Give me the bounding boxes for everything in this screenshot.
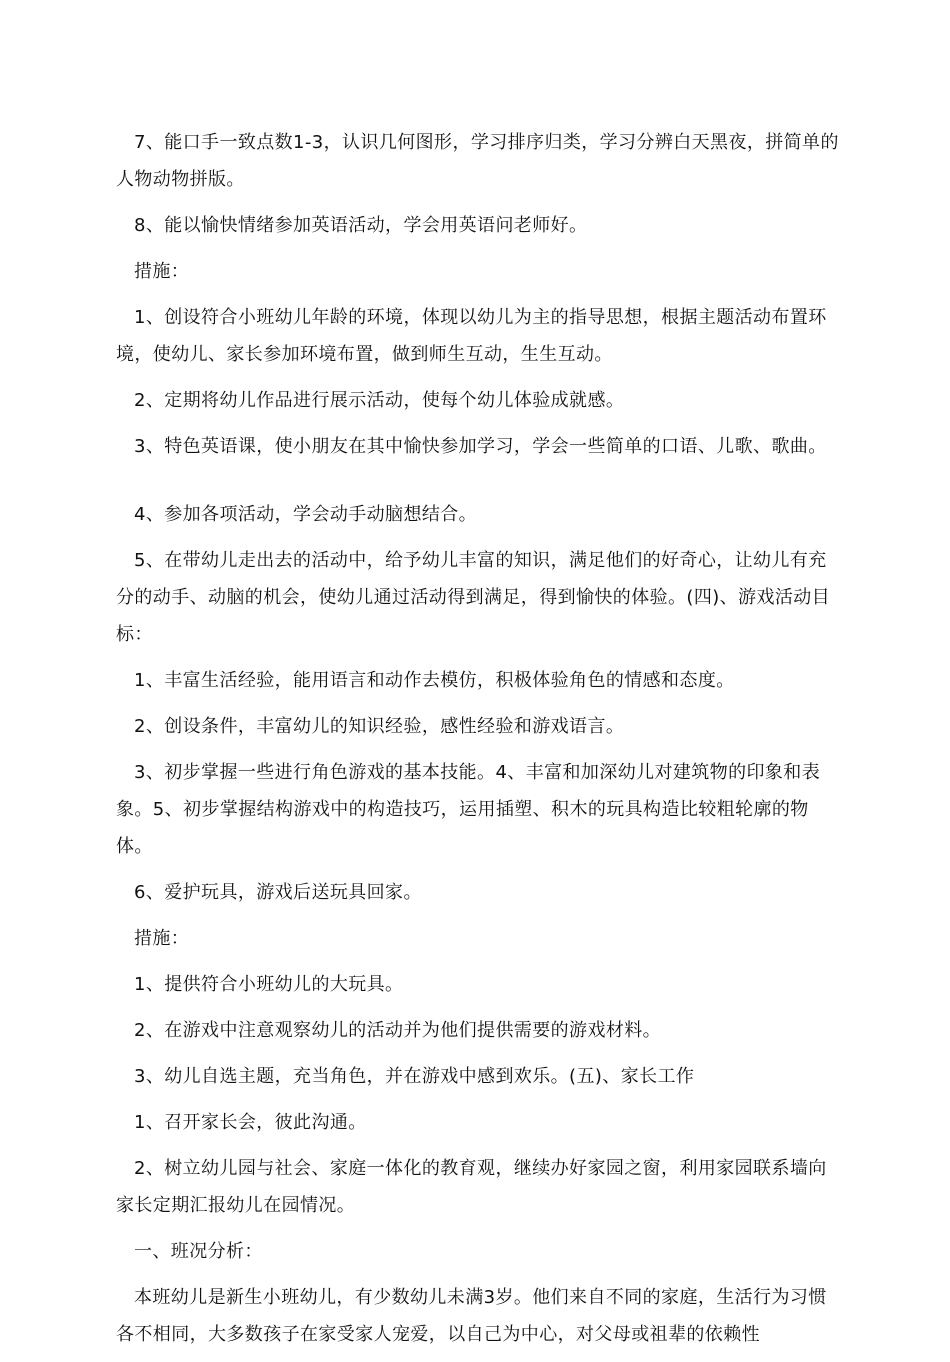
paragraph-class-analysis-body: 本班幼儿是新生小班幼儿，有少数幼儿未满3岁。他们来自不同的家庭，生活行为习惯各不相同，大多数孩子在家受家人宠爱，以自己为中心，对父母或祖辈的依赖性 <box>116 1287 827 1345</box>
paragraph-game-measures-heading: 措施： <box>134 928 190 949</box>
paragraph-game-goal-6: 6、爱护玩具，游戏后送玩具回家。 <box>134 882 422 903</box>
paragraph-game-goal-2: 2、创设条件，丰富幼儿的知识经验，感性经验和游戏语言。 <box>134 716 625 737</box>
paragraph-measure-3: 3、特色英语课，使小朋友在其中愉快参加学习，学会一些简单的口语、儿歌、歌曲。 <box>134 436 827 457</box>
paragraph-parent-work-1: 1、召开家长会，彼此沟通。 <box>134 1112 367 1133</box>
paragraph-measures-heading: 措施： <box>134 261 190 282</box>
paragraph-game-measure-2: 2、在游戏中注意观察幼儿的活动并为他们提供需要的游戏材料。 <box>134 1020 662 1041</box>
paragraph-game-goal-3: 3、初步掌握一些进行角色游戏的基本技能。4、丰富和加深幼儿对建筑物的印象和表象。5、初步掌握结构游戏中的构造技巧，运用插塑、积木的玩具构造比较粗轮廓的物体。 <box>116 762 821 857</box>
document-page <box>116 124 842 1362</box>
paragraph-goal-8: 8、能以愉快情绪参加英语活动，学会用英语问老师好。 <box>134 215 588 236</box>
paragraph-parent-work-2: 2、树立幼儿园与社会、家庭一体化的教育观，继续办好家园之窗，利用家园联系墙向家长定期汇报幼儿在园情况。 <box>116 1158 827 1216</box>
paragraph-measure-1: 1、创设符合小班幼儿年龄的环境，体现以幼儿为主的指导思想，根据主题活动布置环境，使幼儿、家长参加环境布置，做到师生互动，生生互动。 <box>116 307 827 365</box>
paragraph-class-analysis-heading: 一、班况分析： <box>134 1241 263 1262</box>
paragraph-game-measure-1: 1、提供符合小班幼儿的大玩具。 <box>134 974 404 995</box>
paragraph-goal-7: 7、能口手一致点数1-3，认识几何图形，学习排序归类，学习分辨白天黑夜，拼简单的人物动物拼版。 <box>116 132 839 190</box>
paragraph-measure-5: 5、在带幼儿走出去的活动中，给予幼儿丰富的知识，满足他们的好奇心，让幼儿有充分的动手、动脑的机会，使幼儿通过活动得到满足，得到愉快的体验。(四)、游戏活动目标： <box>116 550 831 645</box>
paragraph-game-measure-3: 3、幼儿自选主题，充当角色，并在游戏中感到欢乐。(五)、家长工作 <box>134 1066 695 1087</box>
paragraph-gap <box>116 474 842 496</box>
paragraph-game-goal-1: 1、丰富生活经验，能用语言和动作去模仿，积极体验角色的情感和态度。 <box>134 670 735 691</box>
paragraph-measure-2: 2、定期将幼儿作品进行展示活动，使每个幼儿体验成就感。 <box>134 390 625 411</box>
paragraph-measure-4: 4、参加各项活动，学会动手动脑想结合。 <box>134 504 478 525</box>
